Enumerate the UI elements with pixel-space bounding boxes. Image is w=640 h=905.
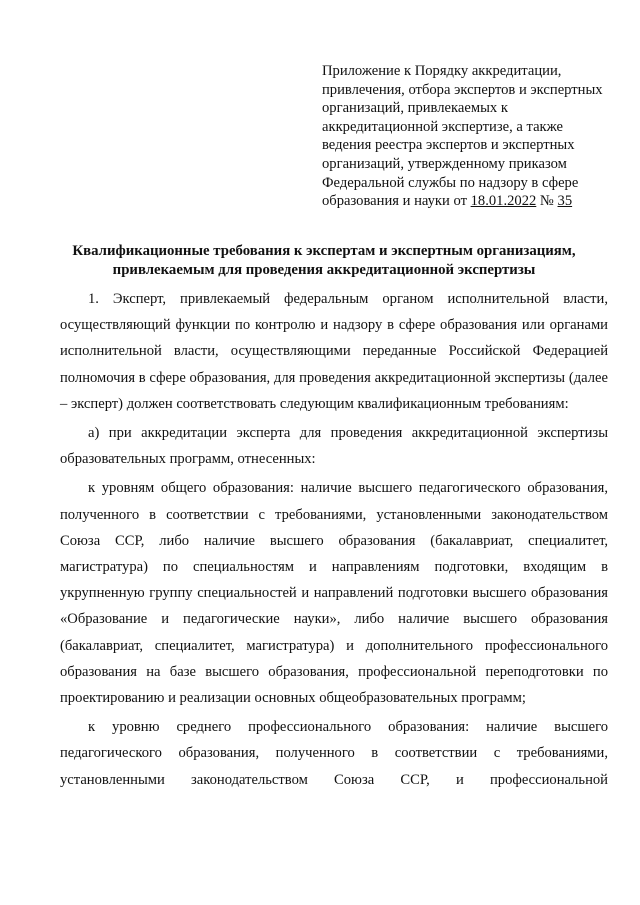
annex-text: Приложение к Порядку аккредитации, привлечения, отбора экспертов и экспертных организаций, привлекаемых к аккредитационной экспертизе, а также ведения реестра экспертов и экспертных организаций, утвержденному приказом Федеральной службы по надзору в сфере образования и науки от [322,63,603,210]
order-number: 35 [557,193,573,210]
title-line-1: Квалификационные требования к экспертам и экспертным организациям, [72,243,576,259]
document-body [60,286,608,796]
annex-header [322,62,612,211]
paragraph-general-education: к уровням общего образования: наличие высшего педагогического образования, полученного в соответствии с требованиями, установленными законодательством Союза ССР, либо наличие высшего образования (бакалавриат, специалитет, магистратура) по специальностям и направлениям подготовки, входящим в укрупненную группу специальностей и направлений подготовки высшего образования «Образование и педагогические науки», либо наличие высшего образования (бакалавриат, специалитет, магистратура) и дополнительного профессионального образования на базе высшего образования, профессиональной переподготовки по проектированию и реализации основных общеобразовательных программ; [60,480,608,707]
number-sign: № [536,193,558,210]
document-title [40,242,608,279]
paragraph-vocational-education: к уровню среднего профессионального образования: наличие высшего педагогического образования, полученного в соответствии с требованиями, установленными законодательством Союза ССР, и профессиональной [60,719,608,788]
order-date: 18.01.2022 [470,193,537,210]
title-line-2: привлекаемым для проведения аккредитационной экспертизы [112,261,536,278]
paragraph-a: а) при аккредитации эксперта для проведения аккредитационной экспертизы образовательных программ, отнесенных: [60,425,608,468]
paragraph-1: 1. Эксперт, привлекаемый федеральным органом исполнительной власти, осуществляющий функции по контролю и надзору в сфере образования или органами исполнительной власти, осуществляющими переданные Российской Федерацией полномочия в сфере образования, для проведения аккредитационной экспертизы (далее – эксперт) должен соответствовать следующим квалификационным требованиям: [60,291,608,412]
